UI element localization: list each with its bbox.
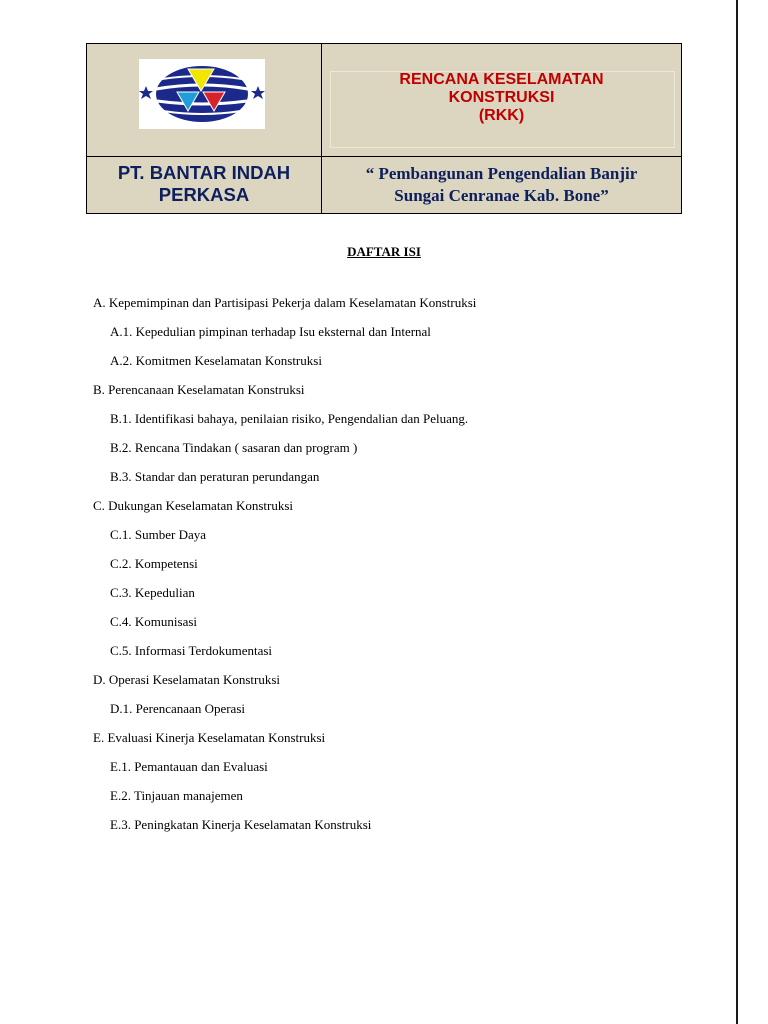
toc-subsection-item: B.1. Identifikasi bahaya, penilaian risiko, Pengendalian dan Peluang.	[110, 411, 469, 426]
company-cell	[87, 157, 322, 213]
toc-section-item: E. Evaluasi Kinerja Keselamatan Konstruksi	[93, 730, 326, 745]
toc-section-item: A. Kepemimpinan dan Partisipasi Pekerja dalam Keselamatan Konstruksi	[93, 295, 477, 310]
project-name	[322, 163, 681, 207]
document-title-line: (RKK)	[478, 107, 525, 124]
toc-subsection-item: C.1. Sumber Daya	[110, 527, 207, 542]
toc-subsection-item: B.2. Rencana Tindakan ( sasaran dan program )	[110, 440, 358, 455]
project-cell	[322, 157, 681, 213]
toc-subsection-item: A.2. Komitmen Keselamatan Konstruksi	[110, 353, 322, 368]
document-title	[322, 71, 681, 125]
project-name-line: Sungai Cenranae Kab. Bone”	[394, 186, 609, 205]
toc-subsection-item: C.2. Kompetensi	[110, 556, 198, 571]
company-name-line: PERKASA	[158, 184, 250, 205]
toc-section-item: C. Dukungan Keselamatan Konstruksi	[93, 498, 294, 513]
company-name	[87, 162, 321, 206]
toc-section-item: D. Operasi Keselamatan Konstruksi	[93, 672, 281, 687]
project-name-line: “ Pembangunan Pengendalian Banjir	[365, 164, 638, 183]
document-title-line: KONSTRUKSI	[448, 89, 555, 106]
title-cell	[322, 44, 681, 157]
document-title-line: RENCANA KESELAMATAN	[399, 71, 604, 88]
toc-subsection-item: E.2. Tinjauan manajemen	[110, 788, 243, 803]
toc-subsection-item: D.1. Perencanaan Operasi	[110, 701, 245, 716]
company-name-line: PT. BANTAR INDAH	[117, 162, 291, 183]
toc-subsection-item: C.3. Kepedulian	[110, 585, 195, 600]
toc-section-item: B. Perencanaan Keselamatan Konstruksi	[93, 382, 305, 397]
toc-subsection-item: C.5. Informasi Terdokumentasi	[110, 643, 273, 658]
toc-list	[93, 294, 713, 845]
toc-subsection-item: A.1. Kepedulian pimpinan terhadap Isu eksternal dan Internal	[110, 324, 431, 339]
toc-subsection-item: C.4. Komunisasi	[110, 614, 198, 629]
toc-subsection-item: E.1. Pemantauan dan Evaluasi	[110, 759, 268, 774]
logo-cell	[87, 44, 322, 157]
company-logo-icon	[139, 59, 265, 129]
toc-heading: DAFTAR ISI	[347, 244, 421, 259]
page-edge-line	[736, 0, 738, 1024]
toc-subsection-item: B.3. Standar dan peraturan perundangan	[110, 469, 320, 484]
toc-subsection-item: E.3. Peningkatan Kinerja Keselamatan Konstruksi	[110, 817, 372, 832]
header-table	[86, 43, 682, 214]
